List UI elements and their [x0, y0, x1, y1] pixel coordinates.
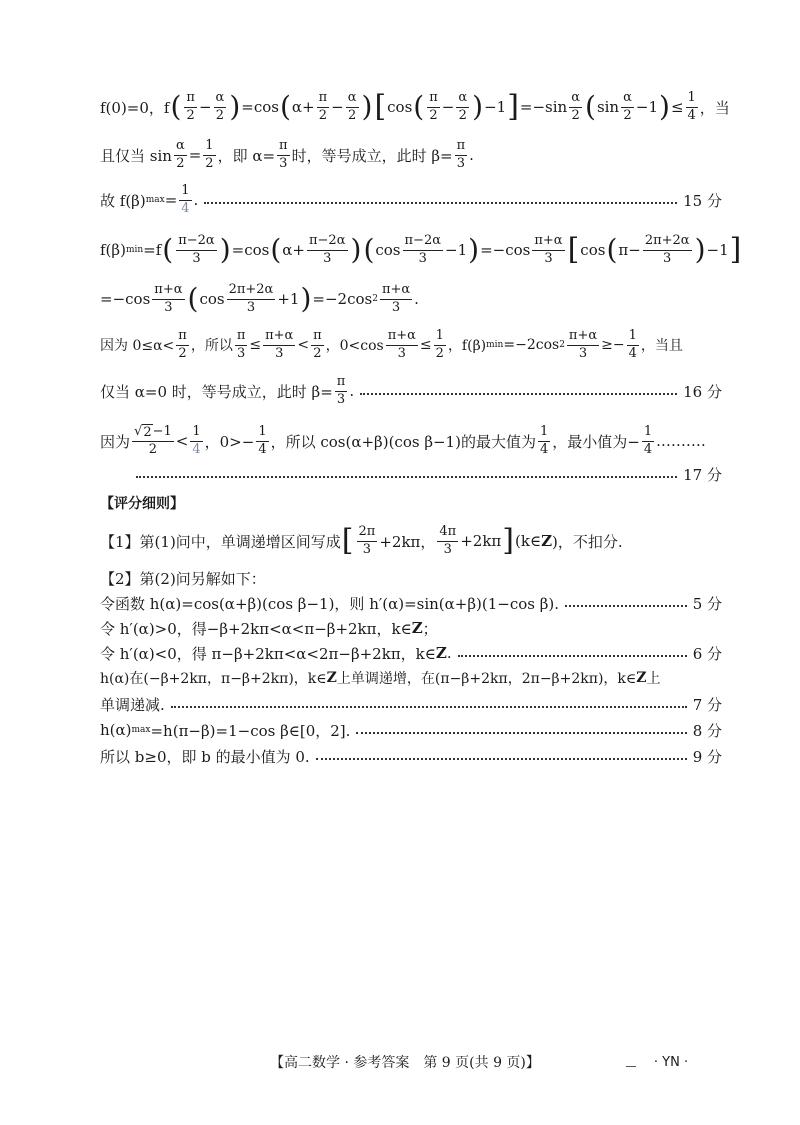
paren-open: (	[187, 282, 199, 315]
denominator: 3	[578, 345, 588, 361]
text: ，当且	[640, 338, 683, 354]
numerator: α	[174, 138, 187, 155]
denominator: 2	[148, 442, 158, 457]
denominator: 2	[176, 155, 185, 171]
denominator: 4	[539, 441, 549, 457]
text: 【2】第(2)问另解如下：	[100, 569, 266, 588]
fraction	[567, 328, 599, 362]
text: ，0>−	[204, 432, 255, 451]
equation-line-2	[100, 134, 722, 176]
denominator: 3	[391, 299, 401, 315]
denominator: 3	[279, 155, 288, 171]
text: .	[469, 146, 474, 164]
footer-dash	[626, 1066, 636, 1067]
numerator: 1	[434, 328, 446, 345]
text: sin	[596, 98, 620, 116]
text: ，当	[699, 98, 730, 117]
fraction	[311, 328, 324, 362]
denominator: 2	[347, 107, 357, 123]
paren-open: (	[279, 90, 291, 123]
equation-line-5	[100, 276, 722, 322]
denominator: 2	[429, 107, 438, 123]
fraction	[455, 138, 468, 172]
text: −1	[445, 241, 468, 259]
denominator: 4	[628, 345, 637, 361]
denominator: 2	[435, 345, 444, 361]
bracket-close: ]	[502, 523, 515, 558]
paren-open: (	[270, 233, 282, 266]
text: .	[446, 644, 452, 662]
text: 令 h′(α)>0，得−β+2kπ<α<π−β+2kπ，k∈	[100, 619, 412, 638]
paren-close: )	[472, 90, 484, 123]
bracket-open: [	[567, 232, 580, 267]
text: 上	[646, 671, 661, 687]
fraction	[317, 90, 330, 124]
numerator: π−2α	[403, 233, 444, 250]
denominator: 3	[236, 345, 246, 361]
text: =	[164, 191, 178, 209]
fraction	[386, 328, 418, 362]
denominator: 3	[323, 250, 332, 266]
text: .	[349, 382, 355, 400]
numerator: 1	[642, 424, 654, 441]
numerator: π+α	[532, 233, 564, 250]
denominator: 2	[458, 107, 467, 123]
text: 单调递减.	[100, 695, 165, 714]
fraction	[335, 374, 348, 408]
text: 故 f(β)	[100, 191, 146, 210]
dot-leader	[136, 476, 677, 478]
numerator: 2π	[357, 524, 378, 541]
denominator: 2	[178, 345, 187, 361]
radical-sign: √	[134, 423, 143, 439]
fraction	[437, 524, 458, 558]
paren-open: (	[585, 90, 596, 123]
alt-solution-line-4	[100, 666, 722, 690]
denominator: 4	[687, 107, 696, 123]
text: ，所以	[190, 338, 233, 354]
text: cos	[199, 290, 225, 308]
fraction	[456, 90, 469, 124]
denominator: 3	[418, 250, 427, 266]
numerator: π+α	[567, 328, 599, 345]
text: =−cos	[100, 290, 151, 308]
paren-close: )	[361, 90, 373, 123]
numerator: π−2α	[176, 233, 217, 250]
text: cos	[375, 241, 401, 259]
score-label: 7 分	[692, 695, 722, 714]
integer-set-symbol: Z	[636, 670, 647, 686]
alt-solution-line-7	[100, 744, 722, 768]
paren-close: )	[229, 90, 241, 123]
text: .	[656, 432, 661, 450]
text: 令 h′(α)<0，得 π−β+2kπ<α<2π−β+2kπ，k∈	[100, 644, 436, 663]
fraction	[263, 328, 295, 362]
numerator: π+α	[152, 282, 184, 299]
score-label: 8 分	[692, 721, 722, 740]
text: 因为	[100, 432, 131, 451]
text: .	[414, 290, 419, 308]
text: =−sin	[519, 98, 568, 116]
text: ………	[660, 432, 706, 450]
paren-close: )	[300, 282, 312, 315]
sqrt	[134, 424, 153, 441]
denominator: 3	[246, 299, 256, 315]
denominator: 3	[397, 345, 406, 361]
text: −	[331, 98, 344, 116]
numerator: 2π+2α	[643, 233, 692, 250]
numerator: π	[235, 328, 248, 345]
numerator-rest: −1	[152, 423, 172, 439]
dot-leader	[356, 732, 686, 734]
text: =f	[143, 241, 162, 259]
numerator: 2π+2α	[227, 282, 276, 299]
text: ，0<cos	[325, 338, 384, 354]
numerator: α	[456, 90, 469, 107]
numerator: 1	[627, 328, 639, 345]
paren-close: )	[468, 233, 480, 266]
fraction	[627, 328, 639, 362]
denominator: 2	[186, 107, 195, 123]
text: −1	[635, 98, 658, 116]
text: <	[175, 432, 189, 450]
page-footer	[270, 1050, 730, 1074]
fraction	[176, 328, 189, 362]
numerator: 1	[190, 424, 202, 441]
fraction	[176, 233, 217, 267]
text: =−2cos	[312, 290, 373, 308]
bracket-open: [	[341, 523, 354, 558]
score-label: 5 分	[692, 594, 722, 613]
paren-open: (	[170, 90, 182, 123]
denominator: 3	[192, 250, 201, 266]
fraction	[256, 424, 268, 458]
score-label: 15 分	[683, 191, 722, 210]
text: −1	[484, 98, 507, 116]
text: f(β)	[100, 241, 126, 259]
fraction	[532, 233, 564, 267]
text: −	[441, 98, 455, 116]
paren-open: (	[162, 233, 174, 266]
text: =cos	[231, 241, 270, 259]
rule-2-line	[100, 566, 722, 590]
denominator: 2	[571, 107, 580, 123]
alt-solution-line-2	[100, 616, 722, 640]
numerator: π	[184, 90, 197, 107]
alt-solution-line-3	[100, 641, 722, 665]
fraction	[427, 90, 440, 124]
fraction	[132, 424, 174, 459]
denominator: 2	[318, 107, 327, 123]
fraction	[346, 90, 359, 124]
text: cos	[387, 98, 413, 116]
text: <	[297, 337, 310, 353]
text: )，不扣分.	[552, 532, 623, 551]
fraction	[643, 233, 692, 267]
text: +2kπ	[460, 532, 502, 550]
fraction	[214, 90, 227, 124]
denominator: 4	[181, 200, 190, 216]
numerator: α	[621, 90, 634, 107]
fraction	[538, 424, 550, 458]
text: α+	[291, 98, 315, 116]
fraction	[152, 282, 184, 316]
score-label: 6 分	[692, 644, 722, 663]
text: +2kπ，	[379, 532, 436, 551]
fraction	[307, 233, 348, 267]
text: .	[193, 191, 199, 209]
denominator: 4	[258, 441, 267, 457]
integer-set-symbol: Z	[541, 532, 553, 550]
paren-close: )	[219, 233, 231, 266]
equation-line-8	[100, 418, 722, 464]
score-line-17	[136, 462, 722, 486]
denominator: 3	[336, 391, 346, 407]
text: −	[198, 98, 212, 116]
numerator: π	[277, 138, 290, 155]
score-label: 17 分	[683, 465, 722, 484]
numerator: 1	[203, 138, 215, 155]
denominator: 2	[623, 107, 632, 123]
text: ，f(β)	[447, 338, 487, 354]
text: (k∈	[515, 532, 542, 550]
fraction	[235, 328, 248, 362]
text: 且仅当 sin	[100, 146, 172, 165]
text: ≥−	[601, 337, 625, 353]
denominator: 2	[215, 107, 225, 123]
subscript: min	[125, 245, 144, 255]
text: =cos	[241, 98, 279, 116]
paren-close: )	[659, 90, 670, 123]
denominator: 3	[443, 541, 452, 557]
score-label: 16 分	[683, 382, 722, 401]
text: f(0)=0，f	[100, 98, 170, 117]
fraction	[179, 183, 191, 217]
numerator: π+α	[380, 282, 412, 299]
text: 仅当 α=0 时，等号成立，此时 β=	[100, 382, 333, 401]
text: ；	[422, 619, 438, 638]
numerator: π	[455, 138, 468, 155]
denominator: 2	[313, 345, 322, 361]
numerator: α	[214, 90, 227, 107]
fraction	[184, 90, 197, 124]
alt-solution-line-6	[100, 718, 722, 742]
fraction	[190, 424, 202, 458]
paren-open: (	[606, 233, 618, 266]
text: 时，等号成立，此时 β=	[291, 146, 453, 165]
dot-leader	[204, 202, 677, 204]
fraction	[203, 138, 215, 172]
text: ≤	[249, 337, 262, 353]
text: 【1】第(1)问中，单调递增区间写成	[100, 532, 341, 551]
dot-leader	[316, 758, 687, 760]
numerator: 1	[179, 183, 191, 200]
alt-solution-line-1	[100, 591, 722, 615]
radicand: 2	[143, 424, 152, 440]
numerator: 1	[538, 424, 550, 441]
alt-solution-line-5	[100, 692, 722, 716]
text: ≤	[419, 337, 432, 353]
text: α+	[282, 241, 305, 259]
paren-close: )	[694, 233, 706, 266]
dot-leader	[565, 605, 687, 607]
text: =−cos	[480, 241, 531, 259]
grading-rules-heading	[100, 491, 722, 515]
numerator: π	[317, 90, 330, 107]
equation-line-7	[100, 370, 722, 412]
numerator: π+α	[386, 328, 418, 345]
text: =	[188, 146, 202, 164]
text: =−2cos	[503, 337, 560, 353]
equation-line-6	[100, 322, 722, 368]
fraction	[434, 328, 446, 362]
dot-leader	[458, 655, 687, 657]
text: ，最小值为−	[552, 432, 640, 451]
numerator	[132, 424, 174, 442]
denominator: 2	[205, 155, 214, 171]
numerator: α	[346, 90, 359, 107]
text: −1	[706, 241, 729, 259]
text: 令函数 h(α)=cos(α+β)(cos β−1)，则 h′(α)=sin(α+β)(1−cos β).	[100, 594, 560, 613]
equation-line-1	[100, 82, 730, 132]
numerator: 1	[686, 90, 698, 107]
rule-1-line	[100, 518, 722, 564]
text: h(α)在(−β+2kπ，π−β+2kπ)，k∈	[100, 671, 327, 687]
fraction	[357, 524, 378, 558]
denominator: 3	[362, 541, 372, 557]
text: ≤	[670, 98, 684, 116]
bracket-close: ]	[507, 89, 519, 124]
fraction	[227, 282, 276, 316]
fraction	[174, 138, 187, 172]
text: 因为 0≤α<	[100, 338, 175, 354]
integer-set-symbol: Z	[435, 644, 447, 662]
footer-title: 【高二数学 · 参考答案 第 9 页(共 9 页)】	[270, 1055, 540, 1071]
numerator: 4π	[437, 524, 458, 541]
integer-set-symbol: Z	[411, 619, 423, 637]
score-label: 9 分	[692, 747, 722, 766]
paren-open: (	[413, 90, 425, 123]
paren-close: )	[350, 233, 362, 266]
bracket-close: ]	[729, 232, 742, 267]
denominator: 3	[544, 250, 553, 266]
text: 所以 b≥0，即 b 的最小值为 0.	[100, 747, 310, 766]
equation-line-3	[100, 180, 722, 220]
numerator: α	[569, 90, 582, 107]
text: h(α)	[100, 721, 132, 739]
equation-line-4	[100, 226, 742, 274]
fraction	[569, 90, 582, 124]
text: cos	[580, 241, 606, 259]
text: 上单调递增，在(π−β+2kπ，2π−β+2kπ)，k∈	[336, 671, 637, 687]
denominator: 3	[456, 155, 466, 171]
subscript: max	[145, 195, 165, 205]
fraction	[277, 138, 290, 172]
subscript: max	[131, 725, 151, 735]
numerator: π	[427, 90, 440, 107]
numerator: 1	[256, 424, 268, 441]
integer-set-symbol: Z	[326, 670, 337, 686]
paren-open: (	[363, 233, 375, 266]
numerator: π	[335, 374, 348, 391]
fraction	[642, 424, 654, 458]
numerator: π−2α	[307, 233, 348, 250]
section-title: 【评分细则】	[100, 496, 184, 512]
fraction	[403, 233, 444, 267]
denominator: 3	[275, 345, 284, 361]
superscript: 2	[559, 340, 565, 350]
fraction	[621, 90, 634, 124]
denominator: 4	[643, 441, 653, 457]
bracket-open: [	[374, 89, 387, 124]
dot-leader	[171, 706, 687, 708]
superscript: 2	[372, 294, 378, 304]
text: π−	[618, 241, 641, 259]
numerator: π	[311, 328, 324, 345]
text: ，所以 cos(α+β)(cos β−1)的最大值为	[270, 432, 536, 451]
subscript: min	[486, 340, 504, 350]
numerator: π	[176, 328, 189, 345]
denominator: 3	[164, 299, 173, 315]
text: ，即 α=	[217, 146, 276, 165]
dot-leader	[360, 393, 677, 395]
denominator: 4	[192, 441, 201, 457]
numerator: π+α	[263, 328, 295, 345]
text: +1	[277, 290, 300, 308]
text: =h(π−β)=1−cos β∈[0，2].	[150, 721, 351, 740]
denominator: 3	[663, 250, 672, 266]
fraction	[686, 90, 698, 124]
footer-mark: · YN ·	[653, 1054, 689, 1070]
fraction	[380, 282, 412, 316]
